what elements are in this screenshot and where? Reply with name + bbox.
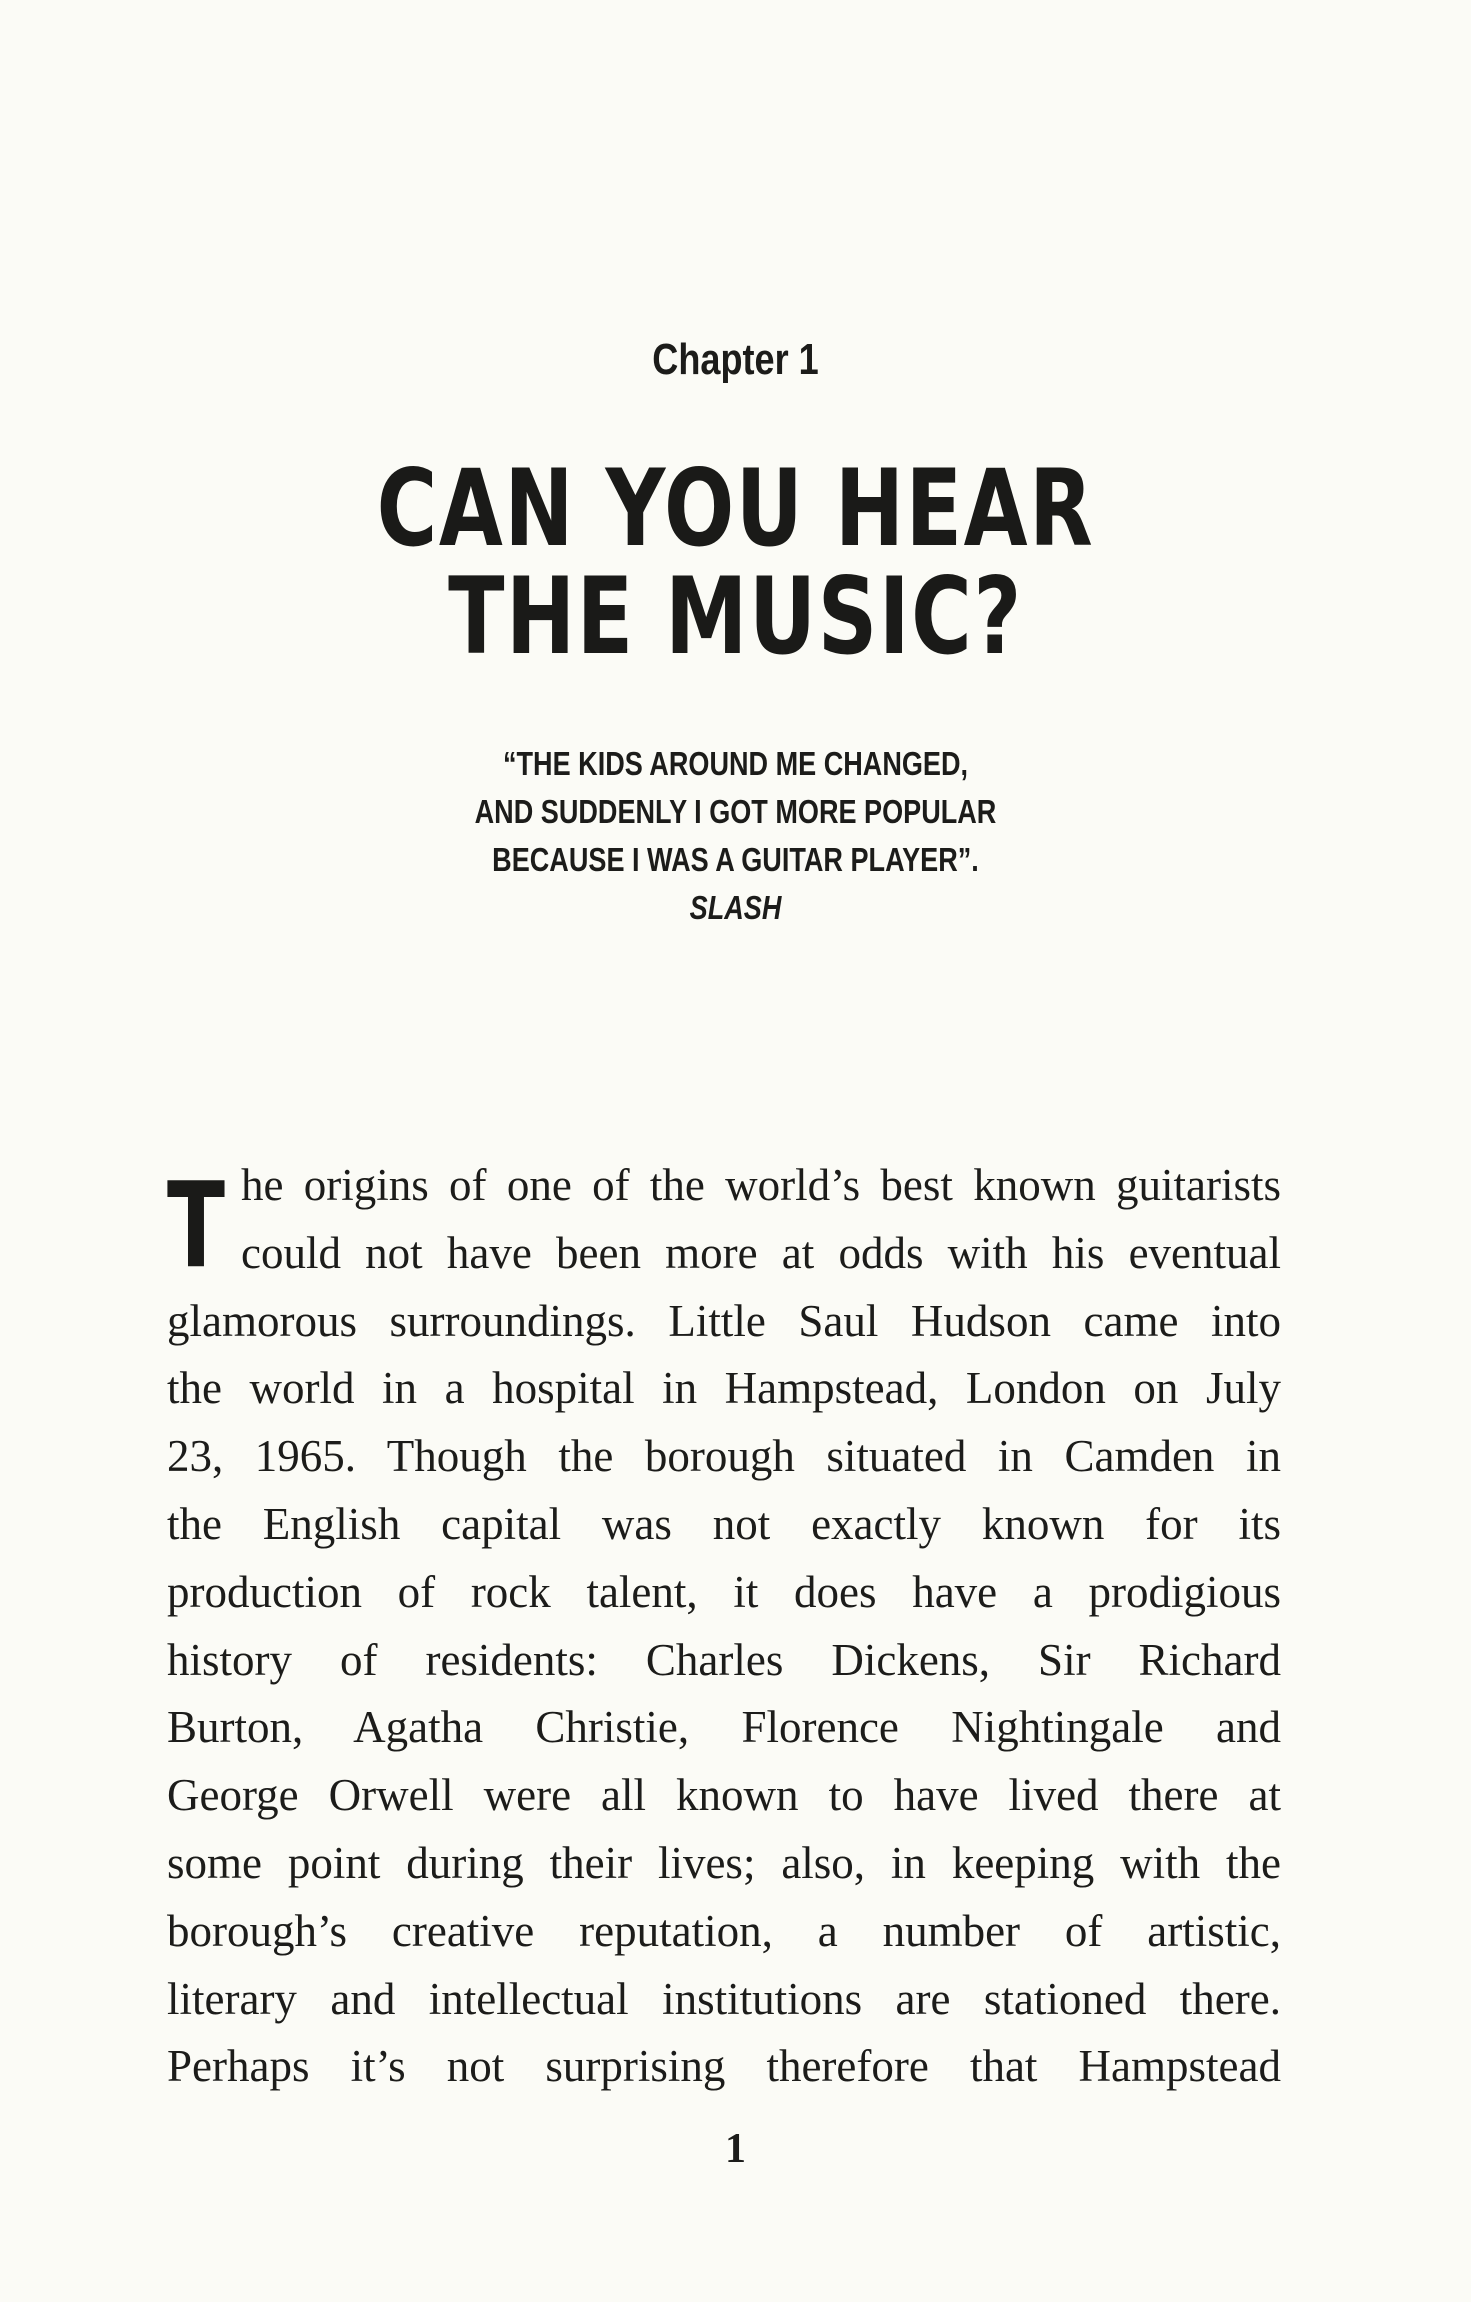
body-line: literary and intellectual institutions are stationed there. — [167, 1973, 1281, 2024]
body-line: history of residents: Charles Dickens, Sir Richard — [167, 1634, 1281, 1685]
drop-cap: T — [167, 1156, 225, 1294]
body-line: could not have been more at odds with his eventual — [241, 1227, 1281, 1278]
epigraph — [0, 740, 1471, 932]
epigraph-line: BECAUSE I WAS A GUITAR PLAYER”. — [492, 841, 979, 878]
body-line: Burton, Agatha Christie, Florence Nightingale and — [167, 1702, 1281, 1753]
page-number: 1 — [725, 2126, 746, 2172]
epigraph-line: AND SUDDENLY I GOT MORE POPULAR — [474, 793, 997, 830]
body-line: George Orwell were all known to have lived there at — [167, 1770, 1281, 1821]
body-paragraph — [167, 1152, 1281, 2101]
chapter-title-line: THE MUSIC? — [448, 555, 1023, 678]
body-line: he origins of one of the world’s best known guitarists — [241, 1160, 1281, 1210]
body-line: the world in a hospital in Hampstead, London on July — [167, 1363, 1281, 1414]
chapter-title-line: CAN YOU HEAR — [376, 447, 1095, 570]
body-line: glamorous surroundings. Little Saul Hudson came into — [167, 1295, 1281, 1346]
chapter-title — [0, 447, 1471, 678]
body-line: some point during their lives; also, in keeping with the — [167, 1837, 1281, 1888]
chapter-label: Chapter 1 — [652, 335, 819, 384]
body-line: the English capital was not exactly known for its — [167, 1498, 1281, 1549]
epigraph-author: SLASH — [689, 889, 782, 926]
body-line: Perhaps it’s not surprising therefore that Hampstead — [167, 2041, 1281, 2092]
body-line: borough’s creative reputation, a number of artistic, — [167, 1905, 1281, 1956]
epigraph-line: “THE KIDS AROUND ME CHANGED, — [502, 745, 969, 782]
body-line: 23, 1965. Though the borough situated in Camden in — [167, 1431, 1281, 1482]
body-line: production of rock talent, it does have a prodigious — [167, 1566, 1281, 1617]
